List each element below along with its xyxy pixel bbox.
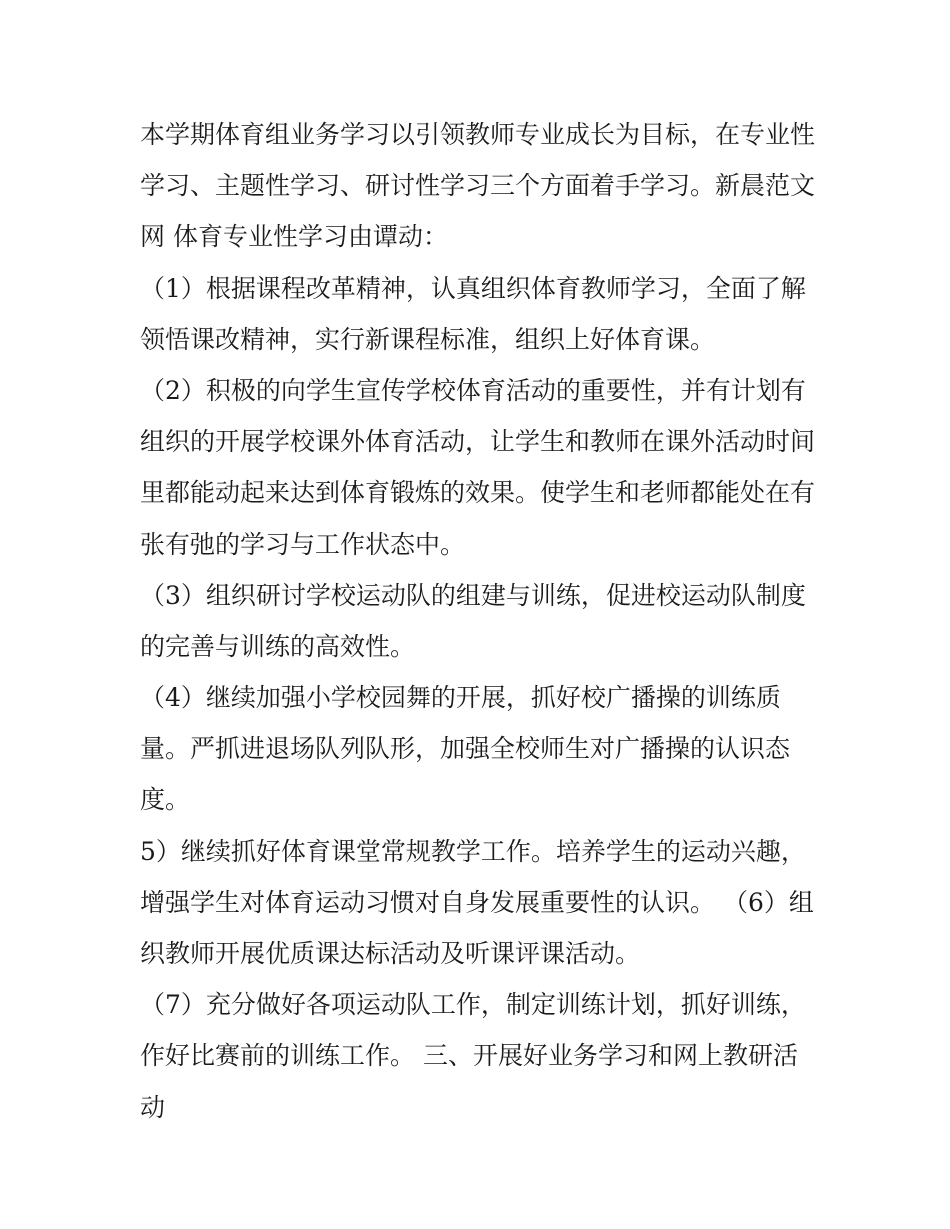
- text-line: 领悟课改精神，实行新课程标准，组织上好体育课。: [140, 324, 716, 354]
- text-line: 量。严抓进退场队列队形，加强全校师生对广播操的认识态: [140, 734, 791, 764]
- text-line: （7）充分做好各项运动队工作，制定训练计划，抓好训练，: [140, 990, 806, 1020]
- text-line: 作好比赛前的训练工作。 三、开展好业务学习和网上教研活: [140, 1041, 798, 1071]
- text-line: （1）根据课程改革精神，认真组织体育教师学习，全面了解: [140, 273, 806, 303]
- document-body: [140, 109, 820, 1133]
- text-line: 学习、主题性学习、研讨性学习三个方面着手学习。新晨范文: [140, 171, 816, 201]
- text-line: 度。: [140, 785, 191, 815]
- text-line: 张有弛的学习与工作状态中。: [140, 529, 466, 559]
- text-line: 网 体育专业性学习由谭动：: [140, 222, 448, 252]
- text-line: 的完善与训练的高效性。: [140, 631, 416, 661]
- text-line: 组织的开展学校课外体育活动，让学生和教师在课外活动时间: [140, 427, 816, 457]
- text-line: 5）继续抓好体育课堂常规教学工作。培养学生的运动兴趣，: [140, 836, 806, 866]
- text-line: （4）继续加强小学校园舞的开展，抓好校广播操的训练质: [140, 683, 781, 713]
- text-line: （3）组织研讨学校运动队的组建与训练，促进校运动队制度: [140, 580, 806, 610]
- text-line: 本学期体育组业务学习以引领教师专业成长为目标，在专业性: [140, 120, 816, 149]
- text-line: 里都能动起来达到体育锻炼的效果。使学生和老师都能处在有: [140, 478, 816, 508]
- text-line: 织教师开展优质课达标活动及听课评课活动。: [140, 939, 641, 968]
- text-line: （2）积极的向学生宣传学校体育活动的重要性，并有计划有: [140, 375, 806, 405]
- text-line: 动: [140, 1092, 166, 1122]
- text-line: 增强学生对体育运动习惯对自身发展重要性的认识。 （6）组: [140, 887, 814, 917]
